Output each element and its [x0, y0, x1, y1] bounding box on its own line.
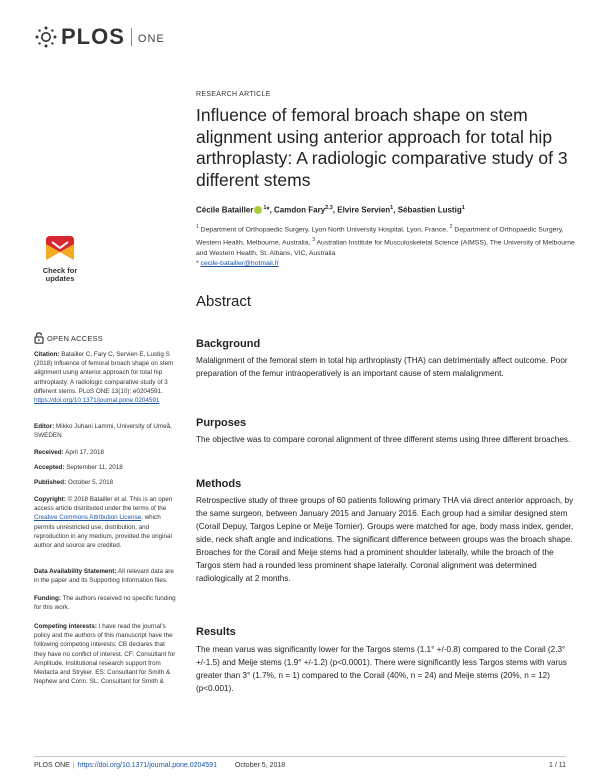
competing-interests-label: Competing interests:	[34, 623, 97, 630]
open-access-label: OPEN ACCESS	[47, 333, 103, 343]
author-separator: ,	[393, 205, 398, 215]
citation-label: Citation:	[34, 351, 60, 358]
funding-text: The authors received no specific funding for this work.	[34, 595, 176, 612]
citation-doi-link[interactable]: https://doi.org/10.1371/journal.pone.0204591	[34, 397, 160, 405]
author-list	[196, 203, 586, 216]
page-number: 1 / 11	[549, 762, 566, 769]
affiliation-number: 3	[312, 237, 316, 244]
affiliation-text: Department of Orthopaedic Surgery, Western Health, Melbourne, Australia,	[196, 226, 564, 247]
footer-separator: |	[72, 762, 75, 769]
affiliations	[196, 222, 576, 259]
license-link[interactable]: Creative Commons Attribution License	[34, 514, 142, 522]
footer-divider	[34, 756, 566, 757]
funding-label: Funding:	[34, 595, 61, 602]
affiliation-text: Australian Institute for Musculoskeletal Science (AIMSS), The University of Melbourne and Western Health, St. Albans, VIC, Australia	[196, 239, 575, 257]
author-affiliation-sup: 1	[461, 205, 465, 211]
citation-block	[34, 350, 176, 405]
accepted-block	[34, 463, 176, 472]
logo-one-text: ONE	[137, 32, 165, 45]
methods-text: Retrospective study of three groups of 60 patients following primary THA via direct anterior approach, by the same surgeon, between January 2015 and January 2016. Each group had a similar designed stem (Corail Depuy, Targos Lepine or Meije Tornier). Groups were matched for age, body mass index, gender, side, neck shaft angle and indications. The significant difference between groups was the broach shape. Broaches for the Corail and Meije stems had a prominent shoulder laterally, while the broach of the Targos stem had a rounded less prominent shape laterally. Coronal alignment was determined radiologically at 2 months.	[196, 496, 574, 583]
email-link[interactable]: cecile-batailler@hotmail.fr	[200, 260, 279, 267]
data-availability-label: Data Availability Statement:	[34, 568, 117, 575]
author-affiliation-sup: 1	[390, 205, 394, 211]
copyright-text-end: , which permits unrestricted use, distribution, and reproduction in any medium, provided the original author and source are credited.	[34, 514, 172, 550]
accepted-date: September 11, 2018	[64, 464, 123, 471]
published-block	[34, 478, 176, 487]
published-label: Published:	[34, 479, 67, 486]
author-separator: ,	[269, 205, 275, 215]
affiliation-number: 1	[196, 224, 199, 230]
author-affiliation-sup: 2,3	[325, 205, 333, 211]
received-block	[34, 448, 176, 457]
editor-label: Editor:	[34, 423, 55, 430]
accepted-label: Accepted:	[34, 464, 65, 471]
affiliation-text: Department of Orthopaedic Surgery, Lyon North University Hospital, Lyon, France,	[198, 226, 450, 234]
received-label: Received:	[34, 449, 64, 456]
footer-doi-link[interactable]: https://doi.org/10.1371/journal.pone.0204591	[77, 762, 217, 769]
data-availability-block	[34, 567, 176, 585]
author-name: Elvire Servien	[337, 205, 391, 215]
funding-block	[34, 594, 176, 612]
author-name: Sébastien Lustig	[397, 205, 462, 215]
copyright-block	[34, 495, 176, 550]
results-heading: Results	[196, 626, 236, 638]
author-separator: ,	[332, 205, 338, 215]
copyright-label: Copyright:	[34, 496, 66, 503]
affiliation-number: 2	[449, 224, 453, 230]
competing-interests-block	[34, 622, 176, 686]
logo-divider	[131, 28, 132, 46]
corresponding-email	[196, 260, 279, 267]
unlocked-lock-icon	[34, 332, 44, 344]
article-type-label: RESEARCH ARTICLE	[196, 91, 271, 98]
author-name: Camdon Fary	[274, 205, 326, 215]
author-affiliation-sup: 1	[263, 205, 267, 211]
check-line-1: Check for	[42, 266, 78, 275]
orcid-icon[interactable]	[254, 206, 262, 214]
article-title: Influence of femoral broach shape on stem alignment using anterior approach for total hip arthroplasty: A radiologic comparative study of 3 different stems	[196, 105, 568, 190]
page-footer	[34, 762, 285, 769]
corresponding-mark: *	[196, 260, 199, 267]
citation-text: Batailler C, Fary C, Servien E, Lustig S (2018) Influence of femoral broach shape on stem alignment using anterior approach for total hip arthroplasty: A radiologic comparative study of 3 different stems. PLoS ONE 13(10): e0204591.	[34, 351, 174, 395]
background-text: Malalignment of the femoral stem in total hip arthroplasty (THA) can detrimentally affect outcome. Poor preparation of the femur intraoperatively is an important cause of stem malalignment.	[196, 356, 568, 378]
results-text: The mean varus was significantly lower for the Targos stems (1.1° +/-0.8) compared to the Corail (2.3° +/-1.5) and Meije stems (1.9° +/-1.2) (p<0.0001). There were significantly less Targos stems with varus greater than 3° (1.7%, n = 1) compared to the Corail (40%, n = 24) and Meije stems (20%, n = 12) (p<0.001).	[196, 645, 567, 693]
plos-sun-icon	[34, 25, 58, 49]
purposes-text: The objective was to compare coronal alignment of three different stems using three different broaches.	[196, 435, 571, 444]
footer-date: October 5, 2018	[234, 762, 286, 769]
check-line-2: updates	[45, 274, 75, 283]
copyright-text: © 2018 Batailler et al. This is an open access article distributed under the terms of the	[34, 496, 173, 513]
footer-journal: PLOS ONE	[34, 762, 70, 769]
methods-heading: Methods	[196, 478, 242, 490]
published-date: October 5, 2018	[66, 479, 114, 486]
editor-block	[34, 422, 176, 440]
corresponding-mark: *	[266, 205, 270, 215]
received-date: April 17, 2018	[63, 449, 105, 456]
journal-logo	[34, 24, 165, 50]
purposes-heading: Purposes	[196, 417, 247, 429]
data-availability-text: All relevant data are in the paper and its Supporting Information files.	[34, 568, 174, 585]
background-heading: Background	[196, 338, 261, 350]
abstract-heading: Abstract	[196, 293, 252, 310]
open-access-badge	[34, 332, 103, 344]
logo-plos-text: PLOS	[61, 24, 125, 49]
author-name: Cécile Batailler	[196, 205, 254, 215]
competing-interests-text: I have read the journal's policy and the authors of this manuscript have the following competing interests: CB declares that they have no conflict of interest. CF: Consultant for Amplitude, Institutional research support from Medacta and Stryker. ES: Consultant for Smith & Nephew and Corin. SL: Consultant for Smith &	[34, 623, 176, 686]
check-for-updates-label[interactable]	[34, 267, 86, 283]
editor-text: Mikko Juhani Lammi, University of Umeå, SWEDEN	[34, 423, 172, 440]
